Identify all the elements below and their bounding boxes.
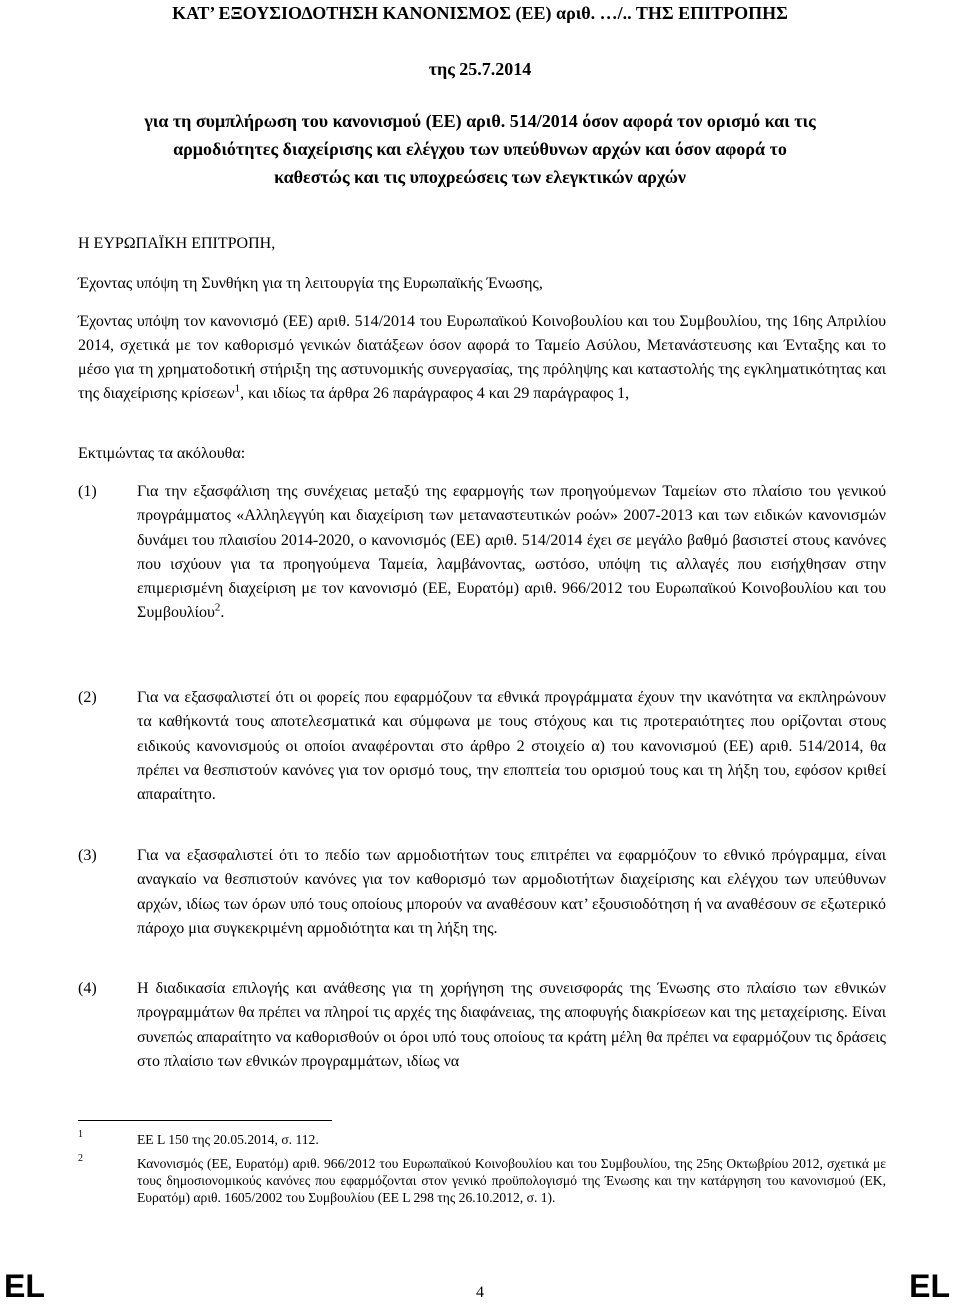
citation-regulation xyxy=(78,310,886,406)
footnote-text: ΕΕ L 150 της 20.05.2014, σ. 112. xyxy=(137,1132,319,1147)
page-number: 4 xyxy=(476,1284,484,1301)
footnote-text: Κανονισμός (ΕΕ, Ευρατόμ) αριθ. 966/2012 του Ευρωπαϊκού Κοινοβουλίου και του Συμβουλίου, της 25ης Οκτωβρίου 2012, σχετικά με τους δημοσιονομικούς κανόνες που εφαρμόζονται στον γενικό προϋπολογισμό της Ένωσης και την κατάργηση του κανονισμού (ΕΚ, Ευρατόμ) αριθ. 1605/2002 του Συμβουλίου (ΕΕ L 298 της 26.10.2012, σ. 1). xyxy=(137,1156,886,1205)
recital-text: Για να εξασφαλιστεί ότι το πεδίο των αρμοδιοτήτων τους επιτρέπει να εφαρμόζουν το εθνικό πρόγραμμα, είναι αναγκαίο να θεσπιστούν κανόνες για τον καθορισμό των αρμοδιοτήτων διαχείρισης και ελέγχου των υπεύθυνων αρχών, ιδίως των όρων υπό τους οποίους μπορούν να αναθέσουν κατ’ εξουσιοδότηση ή να αναθέσουν σε εξωτερικό πάροχο μια συγκεκριμένη αρμοδιότητα και τη λήξη της. xyxy=(137,847,886,937)
footnote-ref-2[interactable]: 2 xyxy=(214,602,221,615)
citation-regulation-text: Έχοντας υπόψη τον κανονισμό (ΕΕ) αριθ. 514/2014 του Ευρωπαϊκού Κοινοβουλίου και του Συμβουλίου, της 16ης Απριλίου 2014, σχετικά με τον καθορισμό γενικών διατάξεων όσον αφορά το Ταμείο Ασύλου, Μετανάστευσης και Ένταξης και το μέσο για τη χρηματοδοτική στήριξη της αστυνομικής συνεργασίας, της πρόληψης και καταστολής της εγκληματικότητας και της διαχείρισης κρίσεων xyxy=(78,313,886,402)
language-code-left: EL xyxy=(4,1268,45,1304)
regulation-date: της 25.7.2014 xyxy=(428,59,532,79)
recital-text: Για την εξασφάλιση της συνέχειας μεταξύ της εφαρμογής των προηγούμενων Ταμείων στο πλαίσιο του γενικού προγράμματος «Αλληλεγγύη και διαχείριση των μεταναστευτικών ροών» 2007-2013 και των ειδικών κανονισμών δυνάμει του πλαισίου 2014-2020, ο κανονισμός (ΕΕ) αριθ. 514/2014 έχει σε μεγάλο βαθμό βασιστεί στους κανόνες που ισχύουν για τα προηγούμενα Ταμεία, λαμβάνοντας, ωστόσο, υπόψη τις αλλαγές που εισήχθησαν στην επιμερισμένη διαχείριση με τον κανονισμό (ΕΕ, Ευρατόμ) αριθ. 966/2012 του Ευρωπαϊκού Κοινοβουλίου και του Συμβουλίου xyxy=(137,483,886,622)
institution-heading: Η ΕΥΡΩΠΑΪΚΗ ΕΠΙΤΡΟΠΗ, xyxy=(78,235,276,252)
language-code-right: EL xyxy=(909,1268,950,1304)
footnote-number: 1 xyxy=(78,1129,83,1140)
whereas-heading: Εκτιμώντας τα ακόλουθα: xyxy=(78,445,246,462)
recital-number: (2) xyxy=(78,689,97,706)
footnote-1 xyxy=(78,1131,886,1148)
footnote-2 xyxy=(78,1155,886,1206)
recital-text: Η διαδικασία επιλογής και ανάθεσης για τη χορήγηση της συνεισφοράς της Ένωσης στο πλαίσιο των εθνικών προγραμμάτων θα πρέπει να πληροί τις αρχές της διαφάνειας, της αποφυγής διακρίσεων και της μεταχείρισης. Είναι συνεπώς απαραίτητο να καθορισθούν οι όροι υπό τους οποίους τα κράτη μέλη θα πρέπει να εφαρμόζουν τις δράσεις στο πλαίσιο των εθνικών προγραμμάτων, ιδίως να xyxy=(137,980,886,1070)
regulation-subject-line-1: για τη συμπλήρωση του κανονισμού (ΕΕ) αριθ. 514/2014 όσον αφορά τον ορισμό και τις xyxy=(144,111,816,131)
regulation-title: ΚΑΤ’ ΕΞΟΥΣΙΟΔΟΤΗΣΗ ΚΑΝΟΝΙΣΜΟΣ (ΕΕ) αριθ. …/.. ΤΗΣ ΕΠΙΤΡΟΠΗΣ xyxy=(172,3,788,23)
recital-number: (1) xyxy=(78,483,97,500)
recital-2 xyxy=(78,686,886,807)
footnote-separator xyxy=(78,1120,332,1121)
recital-tail: . xyxy=(220,604,225,622)
recital-4 xyxy=(78,977,886,1074)
recital-number: (3) xyxy=(78,847,97,864)
recital-1 xyxy=(78,480,886,626)
citation-treaty: Έχοντας υπόψη τη Συνθήκη για τη λειτουργία της Ευρωπαϊκής Ένωσης, xyxy=(78,275,543,292)
recital-3 xyxy=(78,844,886,941)
footnote-ref-1[interactable]: 1 xyxy=(234,382,241,395)
regulation-subject-line-2: αρμοδιότητες διαχείρισης και ελέγχου των υπεύθυνων αρχών και όσον αφορά το xyxy=(173,139,787,159)
footnote-number: 2 xyxy=(78,1153,83,1164)
regulation-subject-line-3: καθεστώς και τις υποχρεώσεις των ελεγκτικών αρχών xyxy=(274,167,686,187)
recital-number: (4) xyxy=(78,980,97,997)
citation-regulation-tail: , και ιδίως τα άρθρα 26 παράγραφος 4 και 29 παράγραφος 1, xyxy=(240,385,630,402)
recital-text: Για να εξασφαλιστεί ότι οι φορείς που εφαρμόζουν τα εθνικά προγράμματα έχουν την ικανότητα να εκπληρώνουν τα καθήκοντά τους αποτελεσματικά και σύμφωνα με τους στόχους και τις προτεραιότητες που ορίζονται στους ειδικούς κανονισμούς οι οποίοι αναφέρονται στο άρθρο 2 στοιχείο α) του κανονισμού (ΕΕ) αριθ. 514/2014, θα πρέπει να θεσπιστούν κανόνες για τον ορισμό τους, την εποπτεία του ορισμού τους και τη λήξη του, εφόσον κριθεί απαραίτητο. xyxy=(137,689,886,804)
